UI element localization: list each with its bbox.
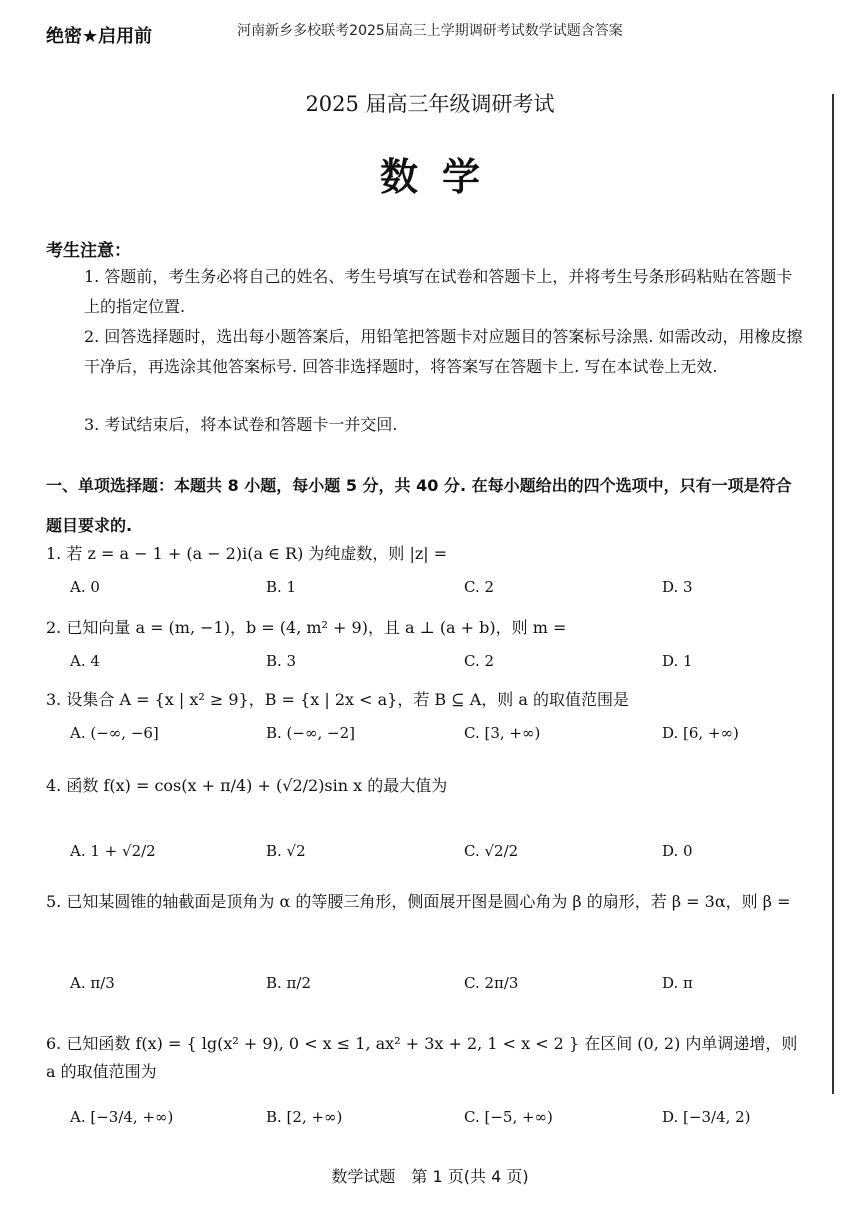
question-stem: 1. 若 z = a − 1 + (a − 2)i(a ∈ R) 为纯虚数，则 |z| =: [46, 544, 448, 563]
option-d[interactable]: D. [6, +∞): [662, 724, 739, 742]
page-footer: 数学试题 第 1 页(共 4 页): [331, 1167, 529, 1186]
notice-item: 3. 考试结束后，将本试卷和答题卡一并交回.: [84, 415, 398, 434]
option-a[interactable]: A. [−3/4, +∞): [70, 1108, 174, 1126]
option-b[interactable]: B. (−∞, −2]: [266, 724, 355, 742]
option-d[interactable]: D. π: [662, 974, 693, 992]
option-c[interactable]: C. [−5, +∞): [464, 1108, 553, 1126]
question-stem: 5. 已知某圆锥的轴截面是顶角为 α 的等腰三角形，侧面展开图是圆心角为 β 的扇形，若 β = 3α，则 β =: [46, 892, 791, 911]
option-c[interactable]: C. 2: [464, 578, 495, 596]
question-stem: 2. 已知向量 a = (m, −1)，b = (4, m² + 9)，且 a ⊥ (a + b)，则 m =: [46, 618, 567, 637]
option-c[interactable]: C. 2π/3: [464, 974, 519, 992]
option-a[interactable]: A. 0: [70, 578, 100, 596]
option-d[interactable]: D. 0: [662, 842, 693, 860]
margin-rule: [832, 94, 834, 1094]
exam-subject: 数学: [379, 155, 504, 199]
question-stem: 6. 已知函数 f(x) = { lg(x² + 9), 0 < x ≤ 1, ax² + 3x + 2, 1 < x < 2 } 在区间 (0, 2) 内单调递增，则 a 的取值范围为: [46, 1034, 798, 1081]
option-a[interactable]: A. 1 + √2/2: [70, 842, 156, 860]
option-d[interactable]: D. [−3/4, 2): [662, 1108, 751, 1126]
option-b[interactable]: B. [2, +∞): [266, 1108, 343, 1126]
notice-item: 1. 答题前，考生务必将自己的姓名、考生号填写在试卷和答题卡上，并将考生号条形码粘贴在答题卡上的指定位置.: [84, 267, 793, 316]
option-c[interactable]: C. √2/2: [464, 842, 519, 860]
option-b[interactable]: B. 3: [266, 652, 297, 670]
document-source: 河南新乡多校联考2025届高三上学期调研考试数学试题含答案: [237, 23, 623, 39]
option-c[interactable]: C. 2: [464, 652, 495, 670]
confidential-label: 绝密★启用前: [46, 26, 153, 47]
option-b[interactable]: B. 1: [266, 578, 297, 596]
section-heading: 一、单项选择题：本题共 8 小题，每小题 5 分，共 40 分. 在每小题给出的四个选项中，只有一项是符合题目要求的.: [46, 476, 792, 535]
option-b[interactable]: B. π/2: [266, 974, 312, 992]
option-d[interactable]: D. 1: [662, 652, 693, 670]
option-b[interactable]: B. √2: [266, 842, 306, 860]
question-stem: 3. 设集合 A = {x | x² ≥ 9}，B = {x | 2x < a}，若 B ⊆ A，则 a 的取值范围是: [46, 690, 630, 709]
option-c[interactable]: C. [3, +∞): [464, 724, 541, 742]
exam-title: 2025 届高三年级调研考试: [305, 92, 555, 116]
option-a[interactable]: A. (−∞, −6]: [70, 724, 159, 742]
option-a[interactable]: A. 4: [70, 652, 100, 670]
option-a[interactable]: A. π/3: [70, 974, 115, 992]
option-d[interactable]: D. 3: [662, 578, 693, 596]
notice-item: 2. 回答选择题时，选出每小题答案后，用铅笔把答题卡对应题目的答案标号涂黑. 如需改动，用橡皮擦干净后，再选涂其他答案标号. 回答非选择题时，将答案写在答题卡上. 写在本试卷上无效.: [84, 327, 803, 376]
notice-title: 考生注意：: [46, 241, 131, 261]
question-stem: 4. 函数 f(x) = cos(x + π/4) + (√2/2)sin x 的最大值为: [46, 776, 448, 795]
